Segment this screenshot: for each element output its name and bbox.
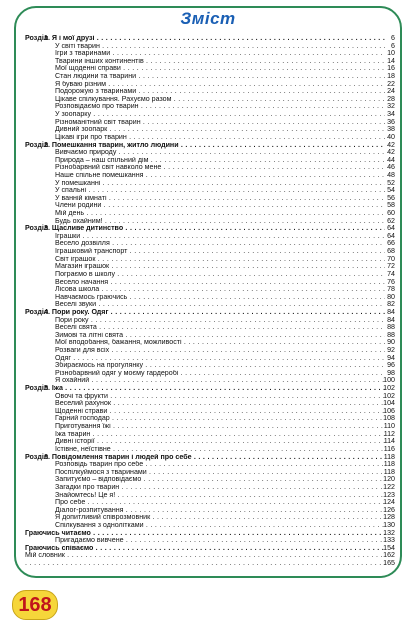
toc-entry [25, 499, 395, 507]
toc-entry [25, 88, 395, 96]
entry-page-number: 123 [383, 490, 395, 499]
entry-page-number: 66 [387, 239, 395, 248]
toc-entry [25, 552, 395, 560]
toc-entry [25, 347, 395, 355]
entry-title: Різнобарвний світ навколо мене . . . [55, 164, 385, 172]
entry-page-number: 74 [387, 269, 395, 278]
toc-entry [25, 294, 395, 302]
entry-title: Стан людини та тварини . . . [55, 73, 385, 81]
toc-entry [25, 370, 395, 378]
entry-page-number: 16 [387, 64, 395, 73]
toc-entry [25, 476, 395, 484]
section-entry [25, 309, 395, 317]
toc-entry [25, 324, 395, 332]
toc-entry [25, 195, 395, 203]
toc-entry [25, 514, 395, 522]
entry-title: Члени родини . . . [55, 202, 385, 210]
entry-page-number: 14 [387, 56, 395, 65]
toc-entry [25, 157, 395, 165]
section-label: Розділ [25, 452, 49, 461]
entry-page-number: 116 [383, 444, 395, 453]
entry-page-number: 54 [387, 186, 395, 195]
entry-page-number: 120 [383, 475, 395, 484]
entry-page-number: 82 [387, 300, 395, 309]
entry-title: 3. Щасливе дитинство . . . [44, 225, 385, 233]
entry-title: Цікаве спілкування. Рахуємо разом . . . [55, 96, 385, 104]
entry-page-number: 38 [387, 125, 395, 134]
toc-entry [25, 263, 395, 271]
entry-title: Вивчаємо природу . . . [55, 149, 385, 157]
toc-entry [25, 415, 395, 423]
entry-page-number: 70 [387, 254, 395, 263]
entry-page-number: 42 [387, 140, 395, 149]
entry-title: 2. Помешкання тварин, житло людини . . . [44, 142, 385, 150]
entry-title: Навчаємось граючись . . . [55, 294, 385, 302]
entry-title: Магазин іграшок . . . [55, 263, 385, 271]
toc-entry [25, 149, 395, 157]
entry-page-number: 88 [387, 330, 395, 339]
entry-title: Поспілкуймося з тваринами . . . [55, 469, 385, 477]
entry-title: Приготування їжі . . . [55, 423, 385, 431]
entry-page-number: 132 [383, 528, 395, 537]
entry-page-number: 32 [387, 102, 395, 111]
toc-entry [25, 134, 395, 142]
entry-title: Тварини інших континентів . . . [55, 58, 385, 66]
toc-entry [25, 377, 395, 385]
entry-page-number: 18 [387, 72, 395, 81]
entry-page-number: 154 [383, 543, 395, 552]
entry-title: Подорожую з тваринами . . . [55, 88, 385, 96]
entry-title: Ігри з тваринами . . . [55, 50, 385, 58]
entry-page-number: 80 [387, 292, 395, 301]
entry-title: Цікаві ігри про тварин . . . [55, 134, 385, 142]
toc-entry [25, 256, 395, 264]
entry-title: 1. Я і мої друзі . . . [44, 35, 385, 43]
entry-page-number: 102 [383, 384, 395, 393]
entry-page-number: 6 [391, 41, 395, 50]
section-entry [25, 35, 395, 43]
entry-page-number: 98 [387, 368, 395, 377]
entry-page-number: 165 [383, 559, 395, 568]
entry-title: Мої щоденні справи . . . [55, 65, 385, 73]
entry-title: Я буваю різним . . . [55, 81, 385, 89]
page-title: Зміст [180, 9, 236, 28]
toc-entry [25, 446, 395, 454]
entry-title: Гарний господар . . . [55, 415, 385, 423]
entry-page-number: 92 [387, 345, 395, 354]
entry-page-number: 106 [383, 406, 395, 415]
entry-title: Щоденні страви . . . [55, 408, 385, 416]
toc-entry [25, 164, 395, 172]
entry-title: 5. Їжа . . . [44, 385, 385, 393]
entry-page-number: 162 [383, 551, 395, 560]
entry-title: Їжа тварин . . . [55, 431, 385, 439]
toc-entry [25, 271, 395, 279]
toc-entry [25, 431, 395, 439]
entry-page-number: 104 [383, 399, 395, 408]
entry-title: У ванній кімнаті . . . [55, 195, 385, 203]
toc-entry [25, 248, 395, 256]
entry-title: Веселі звуки . . . [55, 301, 385, 309]
toc-entry [25, 58, 395, 66]
toc-entry [25, 286, 395, 294]
toc-entry [25, 81, 395, 89]
toc-entry [25, 400, 395, 408]
entry-page-number: 72 [387, 262, 395, 271]
toc-entry [25, 65, 395, 73]
entry-title: Природа – наш спільний дім . . . [55, 157, 385, 165]
entry-page-number: 48 [387, 170, 395, 179]
toc-entry [25, 469, 395, 477]
entry-title: Пори року . . . [55, 317, 385, 325]
entry-title: У світі тварин . . . [55, 43, 385, 51]
toc-entry [25, 111, 395, 119]
entry-page-number: 58 [387, 201, 395, 210]
entry-page-number: 90 [387, 338, 395, 347]
toc-entry [25, 301, 395, 309]
entry-page-number: 88 [387, 323, 395, 332]
entry-page-number: 64 [387, 224, 395, 233]
entry-page-number: 44 [387, 155, 395, 164]
entry-title: Істівне, неїстівне . . . [55, 446, 385, 454]
entry-title: Запитуємо – відповідаємо . . . [55, 476, 385, 484]
table-of-contents [25, 35, 395, 568]
section-label: Розділ [25, 34, 49, 42]
toc-entry [25, 560, 395, 568]
entry-page-number: 133 [383, 536, 395, 545]
toc-entry [25, 537, 395, 545]
entry-title: Дивний зоопарк . . . [55, 126, 385, 134]
entry-title: Я охайний . . . [55, 377, 385, 385]
entry-page-number: 6 [391, 34, 395, 42]
entry-page-number: 94 [387, 353, 395, 362]
entry-title: Зимові та літні свята . . . [55, 332, 385, 340]
entry-page-number: 64 [387, 231, 395, 240]
toc-entry [25, 187, 395, 195]
toc-entry [25, 279, 395, 287]
entry-title: Мій словник . . . [25, 552, 385, 560]
entry-title: Весело дозвілля . . . [55, 240, 385, 248]
toc-entry [25, 507, 395, 515]
entry-page-number: 56 [387, 193, 395, 202]
toc-entry [25, 484, 395, 492]
entry-page-number: 60 [387, 209, 395, 218]
entry-page-number: 36 [387, 117, 395, 126]
entry-page-number: 68 [387, 247, 395, 256]
toc-entry [25, 393, 395, 401]
section-entry [25, 142, 395, 150]
entry-page-number: 78 [387, 285, 395, 294]
entry-page-number: 62 [387, 216, 395, 225]
entry-title: Пограємо в школу . . . [55, 271, 385, 279]
toc-entry [25, 332, 395, 340]
entry-title: Весело начання . . . [55, 279, 385, 287]
entry-title: Розповідь тварин про себе . . . [55, 461, 385, 469]
section-entry [25, 454, 395, 462]
entry-title: Іграшки . . . [55, 233, 385, 241]
entry-page-number: 40 [387, 132, 395, 141]
section-label: Розділ [25, 224, 49, 233]
entry-title: Я допитливий співрозмовник . . . [55, 514, 385, 522]
entry-page-number: 124 [383, 498, 395, 507]
entry-title: Іграшковий транспорт . . . [55, 248, 385, 256]
entry-title: Діалог-розпитування . . . [55, 507, 385, 515]
entry-title: Знайомтесь! Це я! . . . [55, 492, 385, 500]
toc-entry [25, 438, 395, 446]
entry-title: Лісова школа . . . [55, 286, 385, 294]
entry-title: Граючись співаємо . . . [25, 545, 385, 553]
entry-title [25, 560, 385, 568]
toc-entry [25, 210, 395, 218]
entry-title: Розповідаємо про тварин . . . [55, 103, 385, 111]
entry-page-number: 118 [383, 460, 395, 469]
entry-title: Різноманітний світ тварин . . . [55, 119, 385, 127]
entry-title: У спальні . . . [55, 187, 385, 195]
entry-title: 6. Повідомлення тварин і людей про себе . . . [44, 454, 385, 462]
entry-page-number: 118 [383, 467, 395, 476]
entry-title: Загадки про тварин . . . [55, 484, 385, 492]
entry-title: У зоопарку . . . [55, 111, 385, 119]
entry-title: Мій день . . . [55, 210, 385, 218]
entry-page-number: 10 [387, 49, 395, 58]
entry-page-number: 118 [383, 452, 395, 461]
entry-title: Веселий рахунок . . . [55, 400, 385, 408]
toc-entry [25, 180, 395, 188]
toc-entry [25, 423, 395, 431]
entry-page-number: 52 [387, 178, 395, 187]
entry-title: Веселі свята . . . [55, 324, 385, 332]
entry-page-number: 102 [383, 391, 395, 400]
page-number-badge: 168 [12, 590, 58, 620]
entry-title: Про себе . . . [55, 499, 385, 507]
entry-page-number: 76 [387, 277, 395, 286]
entry-title: Світ іграшок . . . [55, 256, 385, 264]
section-label: Розділ [25, 384, 49, 393]
entry-page-number: 100 [383, 376, 395, 385]
toc-entry [25, 96, 395, 104]
section-entry [25, 385, 395, 393]
toc-entry [25, 339, 395, 347]
toc-entry [25, 545, 395, 553]
toc-entry [25, 522, 395, 530]
entry-title: Мої вподобання, бажання, можливості . . . [55, 339, 385, 347]
entry-title: Одяг . . . [55, 355, 385, 363]
entry-page-number: 128 [383, 513, 395, 522]
toc-entry [25, 408, 395, 416]
entry-title: Різнобарвний одяг у моєму гардеробі . . . [55, 370, 385, 378]
entry-page-number: 84 [387, 315, 395, 324]
toc-entry [25, 362, 395, 370]
toc-entry [25, 103, 395, 111]
toc-entry [25, 233, 395, 241]
entry-page-number: 130 [383, 521, 395, 529]
section-entry [25, 225, 395, 233]
entry-page-number: 84 [387, 307, 395, 316]
entry-title: Граючись читаємо . . . [25, 530, 385, 538]
toc-entry [25, 43, 395, 51]
toc-entry [25, 530, 395, 538]
entry-page-number: 22 [387, 79, 395, 88]
entry-page-number: 110 [383, 422, 395, 431]
toc-entry [25, 218, 395, 226]
section-label: Розділ [25, 140, 49, 149]
toc-entry [25, 126, 395, 134]
entry-page-number: 42 [387, 148, 395, 157]
toc-entry [25, 492, 395, 500]
toc-entry [25, 172, 395, 180]
entry-title: Наше спільне помешкання . . . [55, 172, 385, 180]
toc-entry [25, 461, 395, 469]
entry-page-number: 122 [383, 482, 395, 491]
entry-page-number: 24 [387, 87, 395, 96]
toc-entry [25, 50, 395, 58]
toc-entry [25, 317, 395, 325]
toc-entry [25, 119, 395, 127]
entry-title: Овочі та фрукти . . . [55, 393, 385, 401]
entry-title: Дивні історії . . . [55, 438, 385, 446]
toc-entry [25, 355, 395, 363]
entry-page-number: 126 [383, 505, 395, 514]
entry-title: 4. Пори року. Одяг . . . [44, 309, 385, 317]
entry-title: Збираємось на прогулянку . . . [55, 362, 385, 370]
entry-page-number: 108 [383, 414, 395, 423]
entry-page-number: 28 [387, 94, 395, 103]
entry-page-number: 34 [387, 110, 395, 119]
section-label: Розділ [25, 307, 49, 316]
entry-page-number: 112 [383, 429, 395, 438]
toc-entry [25, 202, 395, 210]
toc-entry [25, 240, 395, 248]
entry-page-number: 96 [387, 361, 395, 370]
entry-title: Пригадаємо вивчене . . . [55, 537, 385, 545]
entry-title: Розваги для всіх . . . [55, 347, 385, 355]
entry-page-number: 114 [383, 437, 395, 446]
toc-entry [25, 73, 395, 81]
entry-title: Спілкування з однолітками . . . [55, 522, 385, 530]
entry-title: У помешканні . . . [55, 180, 385, 188]
entry-title: Будь охайним! . . . [55, 218, 385, 226]
entry-page-number: 46 [387, 163, 395, 172]
